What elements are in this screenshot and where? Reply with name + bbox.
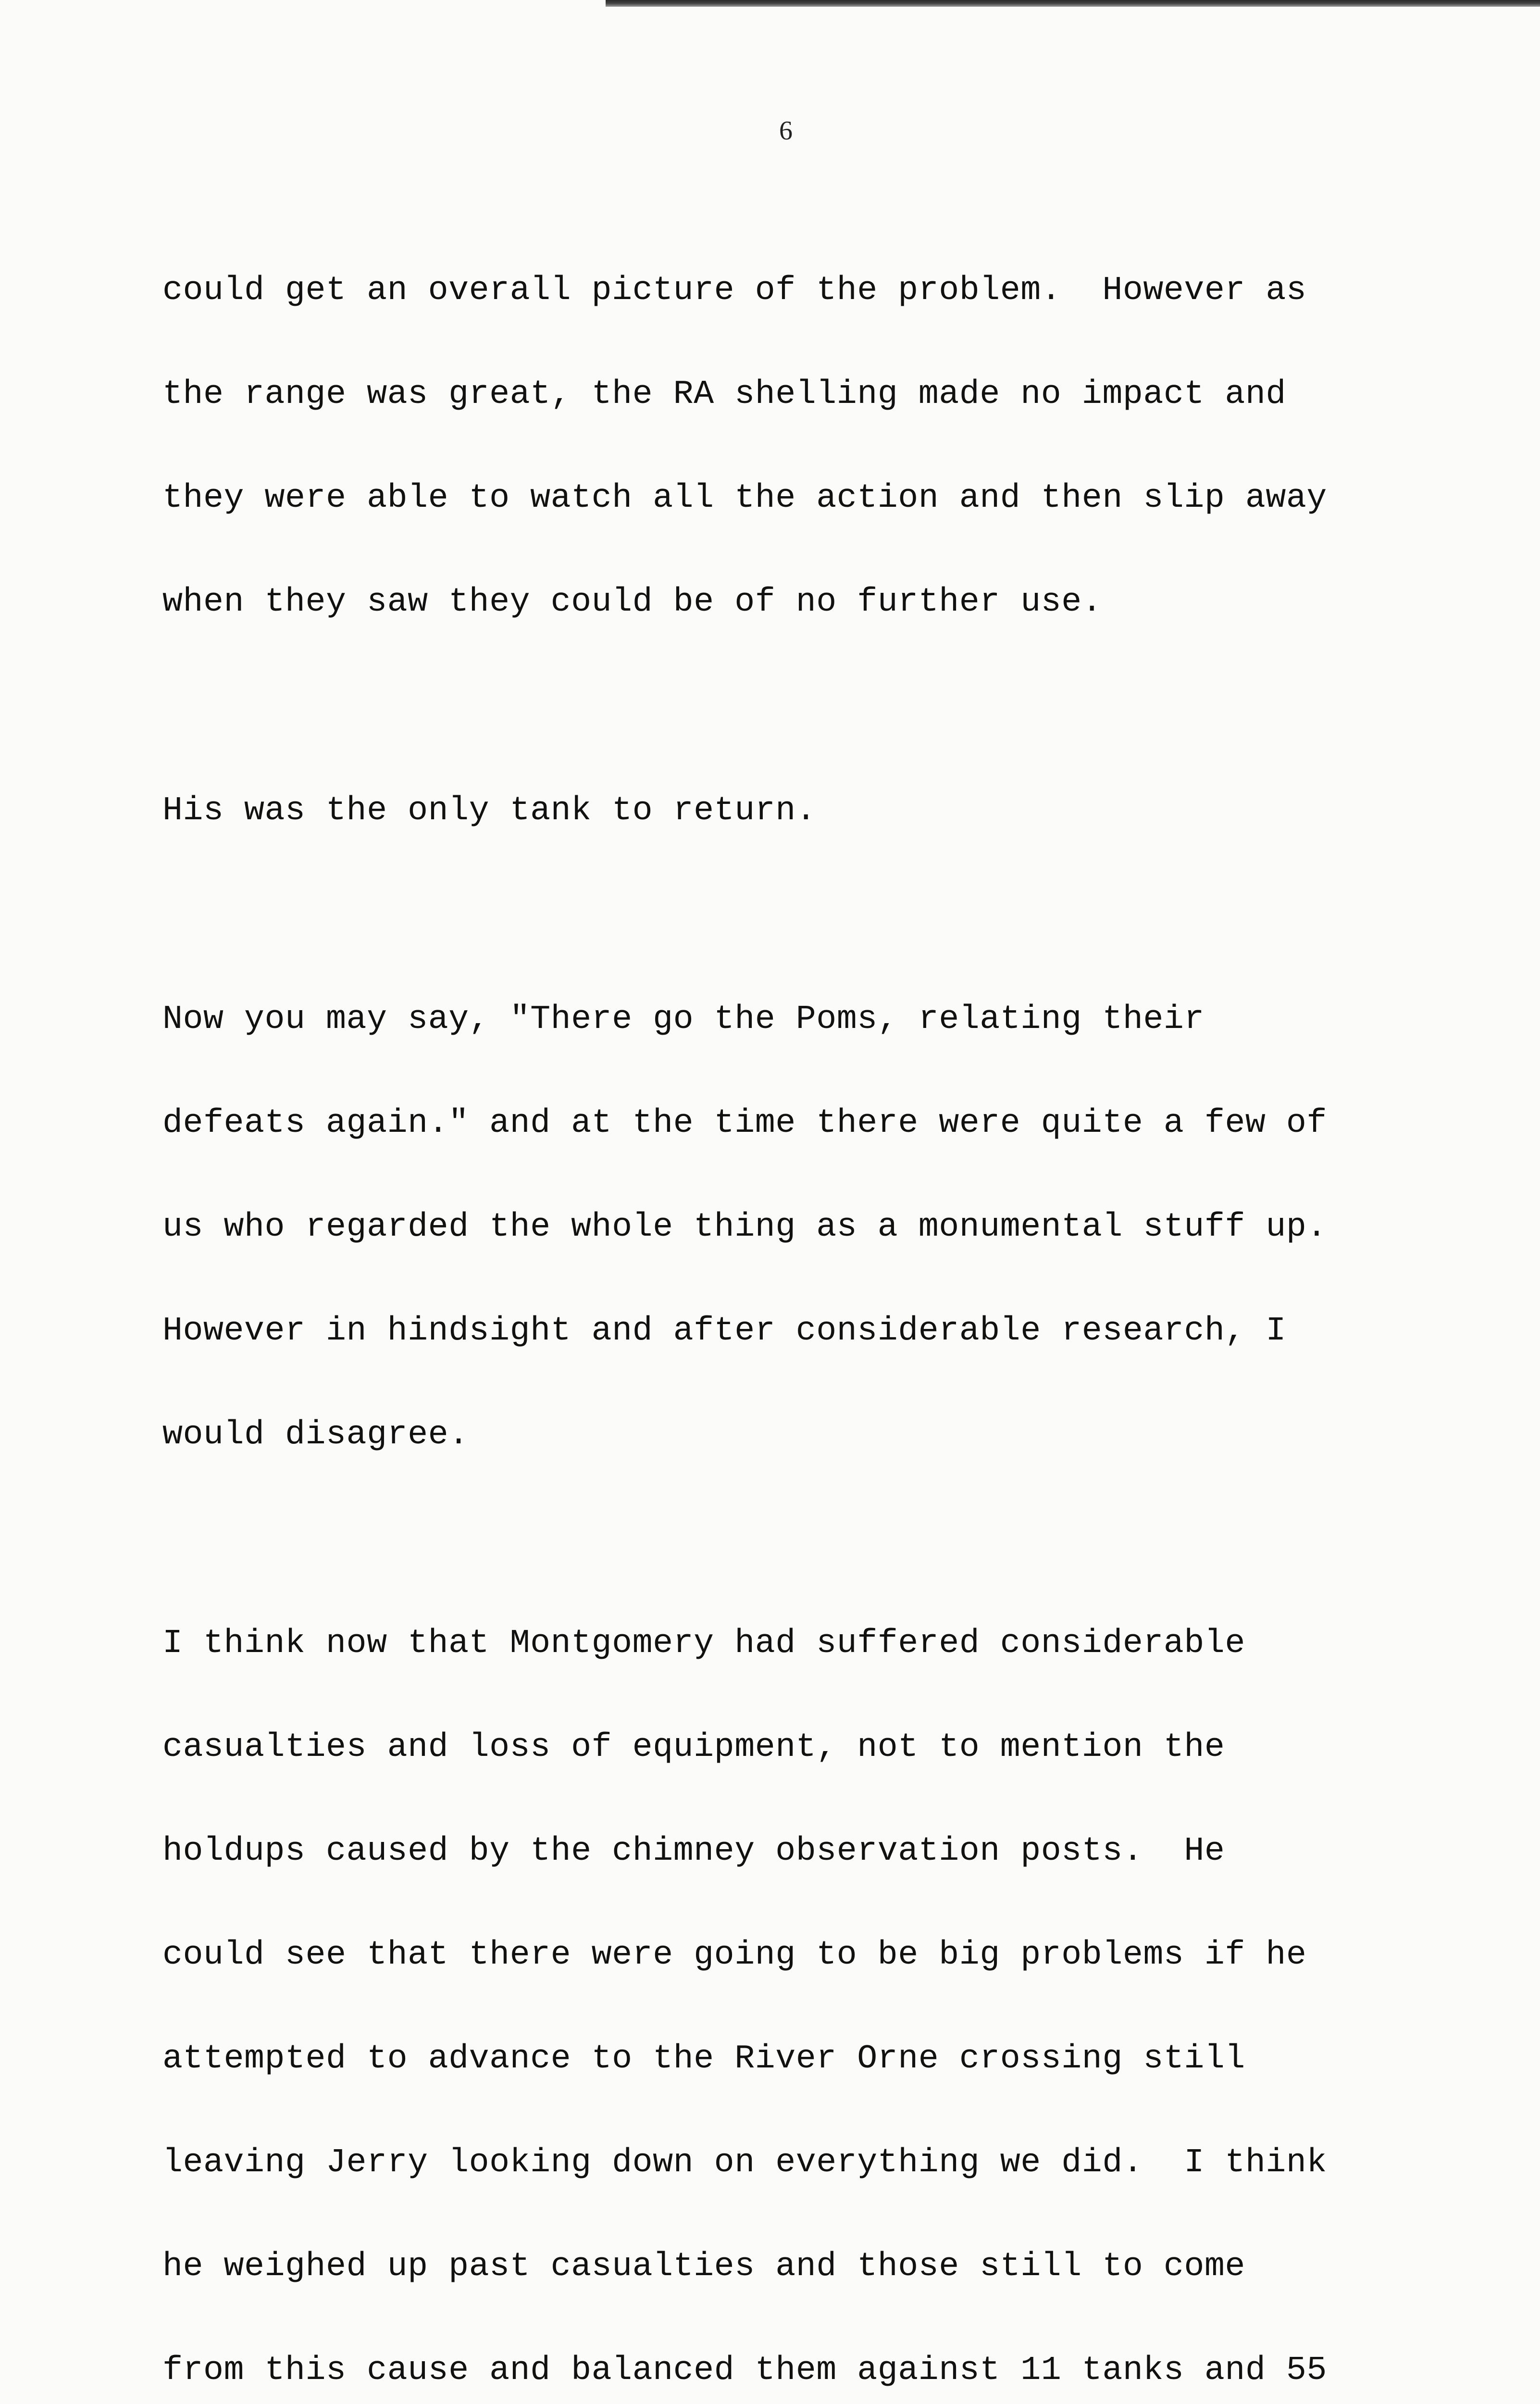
paragraph [162,204,1412,689]
text-line: the range was great, the RA shelling made no impact and [162,376,1286,413]
text-line: he weighed up past casualties and those still to come [162,2248,1245,2286]
paragraph [162,1557,1412,2404]
text-line: could get an overall picture of the problem. However as [162,272,1307,310]
text-line: I think now that Montgomery had suffered considerable [162,1625,1245,1663]
page-top-edge-shadow [606,0,1540,7]
text-line: His was the only tank to return. [162,792,817,830]
text-line: they were able to watch all the action and then slip away [162,479,1327,517]
text-line: Now you may say, "There go the Poms, relating their [162,1001,1205,1039]
text-line: defeats again." and at the time there were quite a few of [162,1104,1327,1142]
paragraph [162,933,1412,1522]
text-line: leaving Jerry looking down on everything we did. I think [162,2144,1327,2182]
text-line: when they saw they could be of no further use. [162,583,1103,621]
text-line: from this cause and balanced them against 11 tanks and 55 [162,2352,1327,2390]
text-line: could see that there were going to be big problems if he [162,1936,1307,1974]
text-line: However in hindsight and after considerable research, I [162,1312,1286,1350]
text-line: us who regarded the whole thing as a monumental stuff up. [162,1208,1327,1246]
paragraph [162,725,1412,898]
text-line: would disagree. [162,1416,469,1454]
text-line: attempted to advance to the River Orne crossing still [162,2040,1245,2078]
text-line: holdups caused by the chimney observation posts. He [162,1832,1225,1870]
document-body [162,204,1412,2404]
text-line: casualties and loss of equipment, not to mention the [162,1728,1225,1766]
page-number: 6 [779,116,793,146]
